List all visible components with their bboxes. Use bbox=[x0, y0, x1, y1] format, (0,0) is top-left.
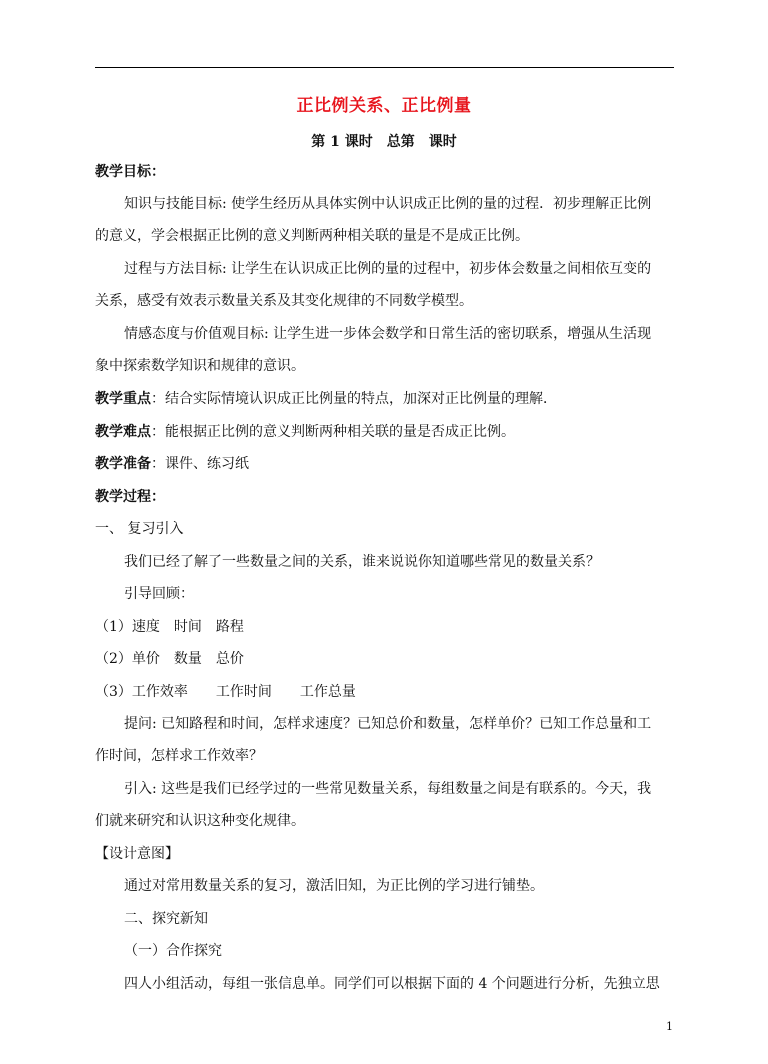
header-rule bbox=[95, 67, 674, 68]
preparation-label: 教学准备 bbox=[95, 456, 151, 472]
page-number: 1 bbox=[666, 1020, 673, 1033]
preparation bbox=[95, 455, 249, 473]
goal3-line2: 象中探索数学知识和规律的意识。 bbox=[95, 358, 305, 374]
goal2-line1: 过程与方法目标: 让学生在认识成正比例的量的过程中，初步体会数量之间相依互变的 bbox=[124, 261, 652, 277]
subsection1-heading: （一）合作探究 bbox=[124, 943, 222, 959]
difficulty-text: ：能根据正比例的意义判断两种相关联的量是否成正比例。 bbox=[151, 424, 515, 440]
difficulty-label: 教学难点 bbox=[95, 424, 151, 440]
guide-text: 引导回顾： bbox=[124, 586, 194, 602]
lead-line2: 们就来研究和认识这种变化规律。 bbox=[95, 813, 305, 829]
ask-line1: 提问: 已知路程和时间，怎样求速度？已知总价和数量，怎样单价？已知工作总量和工 bbox=[124, 716, 652, 732]
lead-line1: 引入: 这些是我们已经学过的一些常见数量关系，每组数量之间是有联系的。今天，我 bbox=[124, 781, 652, 797]
goal2-line2: 关系，感受有效表示数量关系及其变化规律的不同数学模型。 bbox=[95, 293, 473, 309]
review-item-2: （2）单价 数量 总价 bbox=[95, 651, 244, 667]
intro-question: 我们已经了解了一些数量之间的关系，谁来说说你知道哪些常见的数量关系？ bbox=[124, 554, 600, 570]
document-title: 正比例关系、正比例量 bbox=[296, 96, 472, 116]
goal1-line1: 知识与技能目标: 使学生经历从具体实例中认识成正比例的量的过程．初步理解正比例 bbox=[124, 196, 652, 212]
key-point-text: ：结合实际情境认识成正比例量的特点，加深对正比例量的理解． bbox=[151, 391, 557, 407]
review-item-3: （3）工作效率 工作时间 工作总量 bbox=[95, 684, 356, 700]
design-intent-heading: 【设计意图】 bbox=[95, 846, 179, 862]
difficulty-point bbox=[95, 423, 515, 441]
document-subtitle: 第 1 课时 总第 课时 bbox=[311, 134, 457, 150]
preparation-text: ：课件、练习纸 bbox=[151, 456, 249, 472]
design-intent-text: 通过对常用数量关系的复习，激活旧知，为正比例的学习进行铺垫。 bbox=[124, 878, 544, 894]
key-point bbox=[95, 390, 557, 408]
goal1-line2: 的意义，学会根据正比例的意义判断两种相关联的量是不是成正比例。 bbox=[95, 228, 529, 244]
ask-line2: 作时间，怎样求工作效率？ bbox=[95, 748, 263, 764]
section2-heading: 二、探究新知 bbox=[124, 911, 208, 927]
key-point-label: 教学重点 bbox=[95, 391, 151, 407]
goals-heading: 教学目标： bbox=[95, 164, 165, 180]
section1-heading: 一、 复习引入 bbox=[95, 521, 184, 537]
goal3-line1: 情感态度与价值观目标: 让学生进一步体会数学和日常生活的密切联系，增强从生活现 bbox=[124, 326, 652, 342]
activity-line1: 四人小组活动，每组一张信息单。同学们可以根据下面的 4 个问题进行分析，先独立思 bbox=[124, 976, 660, 992]
process-heading: 教学过程： bbox=[95, 489, 165, 505]
review-item-1: （1）速度 时间 路程 bbox=[95, 619, 244, 635]
